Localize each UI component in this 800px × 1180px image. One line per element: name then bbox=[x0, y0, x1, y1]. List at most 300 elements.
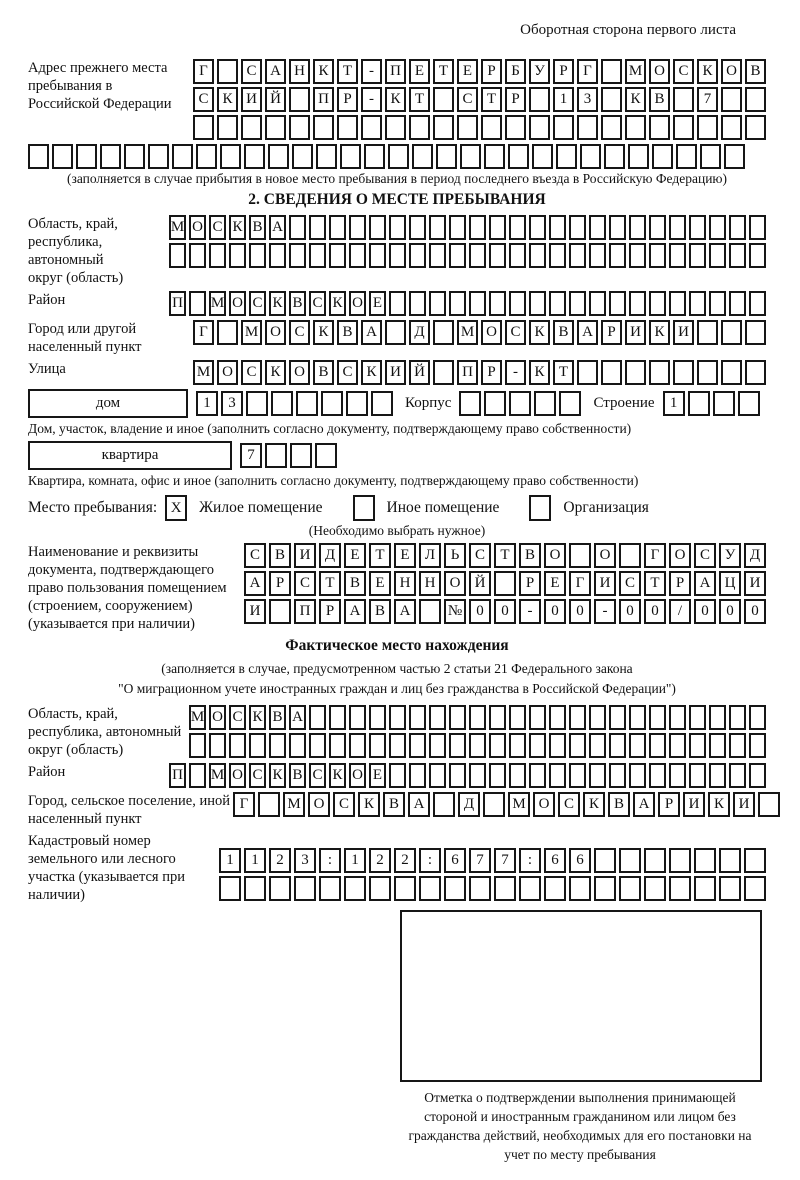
char-cell bbox=[489, 215, 506, 240]
char-cell bbox=[249, 733, 266, 758]
char-cell: О bbox=[669, 543, 691, 568]
char-cell bbox=[549, 763, 566, 788]
char-cell: П bbox=[457, 360, 478, 385]
char-cell bbox=[721, 115, 742, 140]
char-cell bbox=[669, 705, 686, 730]
char-cell: К bbox=[217, 87, 238, 112]
char-cell bbox=[489, 243, 506, 268]
char-cell bbox=[409, 291, 426, 316]
char-cell bbox=[483, 792, 505, 817]
char-cell bbox=[569, 291, 586, 316]
char-cell bbox=[52, 144, 73, 169]
char-cell bbox=[649, 243, 666, 268]
char-cell bbox=[569, 543, 591, 568]
char-cell: О bbox=[444, 571, 466, 596]
stroenie-row bbox=[663, 391, 760, 416]
char-cell bbox=[449, 215, 466, 240]
char-cell bbox=[189, 733, 206, 758]
char-cell bbox=[329, 733, 346, 758]
char-cell: Ц bbox=[719, 571, 741, 596]
char-cell: 0 bbox=[494, 599, 516, 624]
char-cell bbox=[271, 391, 293, 416]
char-cell bbox=[694, 876, 716, 901]
char-cell bbox=[409, 215, 426, 240]
char-cell bbox=[244, 876, 266, 901]
char-cell: Т bbox=[409, 87, 430, 112]
char-cell: Г bbox=[644, 543, 666, 568]
char-cell bbox=[433, 360, 454, 385]
char-cell bbox=[469, 215, 486, 240]
char-cell: С bbox=[469, 543, 491, 568]
char-cell: К bbox=[269, 291, 286, 316]
house-box-label: дом bbox=[28, 389, 188, 418]
char-cell bbox=[697, 115, 718, 140]
char-cell bbox=[289, 115, 310, 140]
prev-address-row-3 bbox=[193, 115, 766, 140]
char-cell bbox=[534, 391, 556, 416]
char-cell bbox=[601, 87, 622, 112]
char-cell bbox=[469, 291, 486, 316]
option-organization-label: Организация bbox=[563, 499, 649, 516]
char-cell bbox=[589, 733, 606, 758]
char-cell bbox=[269, 876, 291, 901]
char-cell bbox=[419, 876, 441, 901]
char-cell: О bbox=[265, 320, 286, 345]
char-cell: Б bbox=[505, 59, 526, 84]
char-cell bbox=[589, 243, 606, 268]
char-cell bbox=[148, 144, 169, 169]
char-cell: К bbox=[269, 763, 286, 788]
char-cell bbox=[709, 215, 726, 240]
char-cell: Е bbox=[544, 571, 566, 596]
char-cell: К bbox=[313, 59, 334, 84]
char-cell bbox=[569, 215, 586, 240]
char-cell: С bbox=[309, 763, 326, 788]
char-cell bbox=[265, 115, 286, 140]
char-cell bbox=[469, 876, 491, 901]
char-cell: Р bbox=[519, 571, 541, 596]
char-cell bbox=[389, 291, 406, 316]
street-label: Улица bbox=[28, 361, 66, 377]
char-cell bbox=[209, 733, 226, 758]
char-cell bbox=[433, 87, 454, 112]
char-cell: К bbox=[229, 215, 246, 240]
char-cell: С bbox=[209, 215, 226, 240]
char-cell: Е bbox=[369, 571, 391, 596]
char-cell bbox=[289, 87, 310, 112]
char-cell bbox=[76, 144, 97, 169]
char-cell: 0 bbox=[694, 599, 716, 624]
char-cell: И bbox=[594, 571, 616, 596]
char-cell bbox=[315, 443, 337, 468]
char-cell bbox=[529, 115, 550, 140]
char-cell bbox=[629, 733, 646, 758]
char-cell bbox=[553, 115, 574, 140]
char-cell: 3 bbox=[294, 848, 316, 873]
char-cell bbox=[459, 391, 481, 416]
char-cell bbox=[644, 876, 666, 901]
char-cell: А bbox=[344, 599, 366, 624]
char-cell bbox=[269, 733, 286, 758]
char-cell bbox=[369, 876, 391, 901]
char-cell bbox=[385, 320, 406, 345]
char-cell bbox=[419, 599, 441, 624]
char-cell bbox=[389, 733, 406, 758]
char-cell: М bbox=[283, 792, 305, 817]
char-cell bbox=[294, 876, 316, 901]
char-cell bbox=[508, 144, 529, 169]
char-cell bbox=[749, 733, 766, 758]
char-cell: 6 bbox=[544, 848, 566, 873]
char-cell: 2 bbox=[269, 848, 291, 873]
char-cell bbox=[669, 291, 686, 316]
street-row bbox=[193, 360, 766, 385]
char-cell: Т bbox=[369, 543, 391, 568]
char-cell bbox=[429, 243, 446, 268]
char-cell bbox=[469, 705, 486, 730]
char-cell: Д bbox=[319, 543, 341, 568]
checkbox-residential: X bbox=[165, 495, 187, 521]
char-cell bbox=[429, 733, 446, 758]
char-cell: - bbox=[361, 59, 382, 84]
char-cell bbox=[457, 115, 478, 140]
char-cell: В bbox=[289, 291, 306, 316]
char-cell: / bbox=[669, 599, 691, 624]
char-cell bbox=[652, 144, 673, 169]
char-cell bbox=[196, 144, 217, 169]
char-cell bbox=[429, 215, 446, 240]
char-cell bbox=[429, 763, 446, 788]
char-cell bbox=[481, 115, 502, 140]
char-cell bbox=[721, 320, 742, 345]
char-cell bbox=[709, 705, 726, 730]
char-cell: И bbox=[244, 599, 266, 624]
char-cell bbox=[100, 144, 121, 169]
char-cell bbox=[269, 243, 286, 268]
char-cell bbox=[709, 733, 726, 758]
char-cell: О bbox=[308, 792, 330, 817]
district-field bbox=[28, 291, 766, 316]
char-cell: Р bbox=[505, 87, 526, 112]
char-cell bbox=[549, 291, 566, 316]
char-cell bbox=[569, 763, 586, 788]
char-cell bbox=[709, 291, 726, 316]
cadastral-label: Кадастровый номер земельного или лесного участка (указывается при наличии) bbox=[28, 833, 185, 903]
char-cell bbox=[649, 705, 666, 730]
char-cell: Т bbox=[319, 571, 341, 596]
char-cell bbox=[388, 144, 409, 169]
section2-title: 2. СВЕДЕНИЯ О МЕСТЕ ПРЕБЫВАНИЯ bbox=[248, 191, 546, 208]
char-cell: - bbox=[505, 360, 526, 385]
char-cell: Р bbox=[601, 320, 622, 345]
char-cell bbox=[529, 243, 546, 268]
char-cell bbox=[519, 876, 541, 901]
char-cell: Г bbox=[569, 571, 591, 596]
char-cell: Д bbox=[458, 792, 480, 817]
char-cell: М bbox=[625, 59, 646, 84]
char-cell bbox=[340, 144, 361, 169]
char-cell: О bbox=[217, 360, 238, 385]
char-cell bbox=[719, 848, 741, 873]
char-cell bbox=[371, 391, 393, 416]
korpus-label: Корпус bbox=[405, 395, 452, 411]
actual-region-label: Область, край, республика, автономный округ (область) bbox=[28, 706, 182, 758]
char-cell bbox=[509, 243, 526, 268]
char-cell: П bbox=[169, 763, 186, 788]
char-cell bbox=[749, 763, 766, 788]
actual-region-row-2 bbox=[189, 733, 766, 758]
char-cell bbox=[296, 391, 318, 416]
char-cell: С bbox=[673, 59, 694, 84]
char-cell: Е bbox=[457, 59, 478, 84]
char-cell: С bbox=[244, 543, 266, 568]
char-cell bbox=[309, 215, 326, 240]
char-cell bbox=[749, 291, 766, 316]
actual-location-note-1: (заполняется в случае, предусмотренном частью 2 статьи 21 Федерального закона bbox=[161, 661, 633, 676]
char-cell: П bbox=[294, 599, 316, 624]
char-cell: К bbox=[385, 87, 406, 112]
char-cell: Г bbox=[233, 792, 255, 817]
char-cell bbox=[721, 87, 742, 112]
char-cell bbox=[729, 291, 746, 316]
char-cell: 1 bbox=[344, 848, 366, 873]
char-cell bbox=[389, 215, 406, 240]
char-cell: - bbox=[594, 599, 616, 624]
char-cell: - bbox=[519, 599, 541, 624]
actual-region-field bbox=[28, 705, 766, 759]
char-cell bbox=[409, 115, 430, 140]
char-cell: И bbox=[241, 87, 262, 112]
region-field bbox=[28, 215, 766, 287]
char-cell: Е bbox=[409, 59, 430, 84]
char-cell: У bbox=[529, 59, 550, 84]
char-cell bbox=[589, 291, 606, 316]
char-cell bbox=[609, 705, 626, 730]
char-cell bbox=[385, 115, 406, 140]
char-cell bbox=[509, 291, 526, 316]
char-cell: С bbox=[229, 705, 246, 730]
char-cell: Т bbox=[644, 571, 666, 596]
char-cell: А bbox=[394, 599, 416, 624]
char-cell bbox=[364, 144, 385, 169]
char-cell: 6 bbox=[569, 848, 591, 873]
page-header: Оборотная сторона первого листа bbox=[520, 22, 736, 38]
char-cell bbox=[169, 243, 186, 268]
char-cell: А bbox=[408, 792, 430, 817]
char-cell: К bbox=[361, 360, 382, 385]
char-cell bbox=[649, 215, 666, 240]
char-cell: А bbox=[633, 792, 655, 817]
char-cell bbox=[429, 705, 446, 730]
char-cell: К bbox=[249, 705, 266, 730]
char-cell: Т bbox=[433, 59, 454, 84]
char-cell: Н bbox=[394, 571, 416, 596]
char-cell bbox=[594, 848, 616, 873]
char-cell bbox=[449, 705, 466, 730]
char-cell bbox=[394, 876, 416, 901]
char-cell bbox=[494, 571, 516, 596]
char-cell: С bbox=[289, 320, 310, 345]
char-cell bbox=[316, 144, 337, 169]
stay-type-label: Место пребывания: bbox=[28, 499, 158, 516]
char-cell bbox=[289, 733, 306, 758]
char-cell: Е bbox=[369, 291, 386, 316]
char-cell: О bbox=[544, 543, 566, 568]
char-cell bbox=[268, 144, 289, 169]
char-cell bbox=[489, 291, 506, 316]
char-cell bbox=[625, 115, 646, 140]
char-cell bbox=[669, 876, 691, 901]
prev-address-row-1 bbox=[193, 59, 766, 84]
char-cell bbox=[389, 705, 406, 730]
char-cell bbox=[729, 733, 746, 758]
char-cell: Г bbox=[193, 59, 214, 84]
char-cell bbox=[745, 320, 766, 345]
char-cell bbox=[509, 391, 531, 416]
char-cell: О bbox=[349, 763, 366, 788]
option-residential-label: Жилое помещение bbox=[199, 499, 323, 516]
char-cell: М bbox=[508, 792, 530, 817]
char-cell bbox=[344, 876, 366, 901]
char-cell: А bbox=[577, 320, 598, 345]
char-cell: С bbox=[309, 291, 326, 316]
char-cell bbox=[484, 144, 505, 169]
char-cell bbox=[349, 705, 366, 730]
char-cell: Е bbox=[394, 543, 416, 568]
char-cell bbox=[469, 243, 486, 268]
char-cell: А bbox=[289, 705, 306, 730]
char-cell bbox=[569, 705, 586, 730]
cadastral-field bbox=[28, 832, 766, 904]
char-cell: М bbox=[209, 291, 226, 316]
char-cell: Й bbox=[469, 571, 491, 596]
char-cell bbox=[369, 215, 386, 240]
char-cell bbox=[589, 215, 606, 240]
char-cell bbox=[289, 243, 306, 268]
char-cell: 1 bbox=[219, 848, 241, 873]
char-cell: 3 bbox=[221, 391, 243, 416]
char-cell: К bbox=[625, 87, 646, 112]
prev-address-row-4 bbox=[28, 144, 766, 169]
char-cell bbox=[619, 848, 641, 873]
char-cell bbox=[649, 733, 666, 758]
char-cell: О bbox=[721, 59, 742, 84]
char-cell bbox=[744, 876, 766, 901]
char-cell: Е bbox=[344, 543, 366, 568]
char-cell: В bbox=[608, 792, 630, 817]
char-cell: А bbox=[265, 59, 286, 84]
char-cell bbox=[229, 733, 246, 758]
char-cell: 7 bbox=[469, 848, 491, 873]
char-cell bbox=[569, 733, 586, 758]
city-label: Город или другой населенный пункт bbox=[28, 321, 142, 355]
char-cell bbox=[676, 144, 697, 169]
char-cell bbox=[673, 87, 694, 112]
char-cell bbox=[249, 243, 266, 268]
char-cell: 1 bbox=[196, 391, 218, 416]
char-cell bbox=[669, 243, 686, 268]
char-cell: М bbox=[193, 360, 214, 385]
char-cell: В bbox=[383, 792, 405, 817]
char-cell bbox=[509, 215, 526, 240]
char-cell bbox=[749, 705, 766, 730]
char-cell bbox=[694, 848, 716, 873]
char-cell: Т bbox=[553, 360, 574, 385]
char-cell bbox=[349, 243, 366, 268]
char-cell: 2 bbox=[369, 848, 391, 873]
char-cell bbox=[172, 144, 193, 169]
char-cell: Р bbox=[337, 87, 358, 112]
char-cell: П bbox=[169, 291, 186, 316]
char-cell bbox=[625, 360, 646, 385]
char-cell bbox=[629, 243, 646, 268]
apartment-note: Квартира, комната, офис и иное (заполнить согласно документу, подтверждающему право собственности) bbox=[28, 473, 639, 488]
char-cell bbox=[409, 705, 426, 730]
char-cell: Й bbox=[265, 87, 286, 112]
char-cell bbox=[609, 243, 626, 268]
char-cell bbox=[589, 705, 606, 730]
apartment-field bbox=[28, 441, 766, 470]
char-cell bbox=[449, 291, 466, 316]
char-cell: О bbox=[189, 215, 206, 240]
char-cell bbox=[729, 705, 746, 730]
char-cell: К bbox=[329, 291, 346, 316]
char-cell bbox=[609, 291, 626, 316]
region-label: Область, край, республика, автономный округ (область) bbox=[28, 216, 124, 286]
char-cell: С bbox=[193, 87, 214, 112]
char-cell bbox=[673, 115, 694, 140]
char-cell: С bbox=[457, 87, 478, 112]
char-cell bbox=[529, 763, 546, 788]
char-cell: М bbox=[189, 705, 206, 730]
char-cell: Н bbox=[419, 571, 441, 596]
char-cell: 1 bbox=[244, 848, 266, 873]
char-cell bbox=[719, 876, 741, 901]
prev-address-row-2 bbox=[193, 87, 766, 112]
char-cell: 1 bbox=[553, 87, 574, 112]
char-cell bbox=[697, 320, 718, 345]
stay-type-field bbox=[28, 495, 766, 521]
apartment-row bbox=[240, 443, 337, 468]
char-cell bbox=[219, 876, 241, 901]
char-cell bbox=[409, 243, 426, 268]
char-cell bbox=[609, 733, 626, 758]
char-cell: И bbox=[385, 360, 406, 385]
char-cell bbox=[217, 320, 238, 345]
char-cell: У bbox=[719, 543, 741, 568]
prev-address-cells bbox=[193, 59, 766, 140]
char-cell bbox=[569, 876, 591, 901]
char-cell bbox=[436, 144, 457, 169]
char-cell: С bbox=[241, 360, 262, 385]
char-cell bbox=[601, 115, 622, 140]
actual-district-label: Район bbox=[28, 764, 66, 780]
actual-location-note-2: "О миграционном учете иностранных граждан и лиц без гражданства в Российской Федерации") bbox=[118, 681, 676, 696]
char-cell bbox=[549, 243, 566, 268]
char-cell bbox=[745, 115, 766, 140]
char-cell bbox=[629, 705, 646, 730]
char-cell bbox=[556, 144, 577, 169]
char-cell: Д bbox=[409, 320, 430, 345]
char-cell bbox=[389, 243, 406, 268]
district-row bbox=[169, 291, 766, 316]
char-cell bbox=[644, 848, 666, 873]
char-cell bbox=[724, 144, 745, 169]
char-cell: А bbox=[361, 320, 382, 345]
district-label: Район bbox=[28, 292, 66, 308]
char-cell: И bbox=[683, 792, 705, 817]
char-cell bbox=[319, 876, 341, 901]
